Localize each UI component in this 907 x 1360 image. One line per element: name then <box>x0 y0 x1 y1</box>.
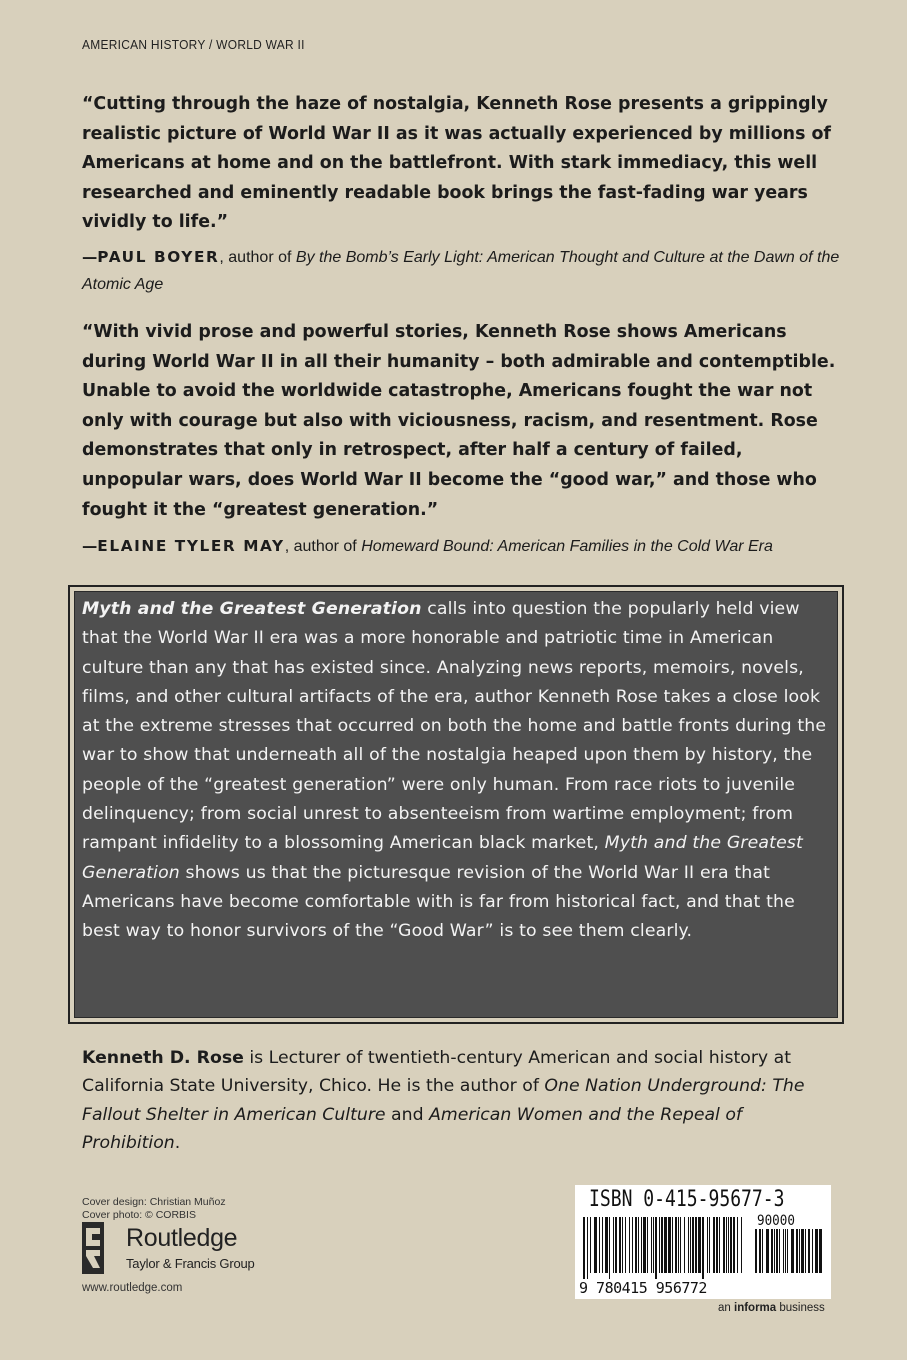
review-attribution-1 <box>82 244 842 298</box>
isbn-number: ISBN 0-415-95677-3 <box>589 1187 785 1212</box>
informa-colophon <box>718 1302 825 1314</box>
colophon-text: business <box>776 1302 825 1314</box>
addon-barcode-bars <box>753 1229 825 1279</box>
isbn-barcode <box>575 1185 831 1299</box>
ean-barcode-bars <box>581 1217 747 1279</box>
book-title: Myth and the Greatest Generation <box>82 833 803 883</box>
reviewer-book-title: By the Bomb’s Early Light: American Thought and Culture at the Dawn of the Atomic Age <box>82 249 840 293</box>
routledge-logo-icon <box>82 1222 104 1274</box>
description-text: shows us that the picturesque revision of the World War II era that Americans have become comfortable with is far from historical fact, and that the best way to honor survivors of the “Good War” is to see them clearly. <box>82 862 795 942</box>
book-description <box>82 595 832 947</box>
attribution-text: , author of <box>219 249 296 266</box>
informa-brand: informa <box>734 1302 777 1314</box>
ean-number: 9 780415 956772 <box>579 1279 707 1297</box>
review-quote-2: “With vivid prose and powerful stories, Kenneth Rose shows Americans during World War II in all their humanity – both admirable and contemptible. Unable to avoid the worldwide catastrophe, Americans fought the war not only with courage but also with viciousness, racism, and resentment. Rose demonstrates that only in retrospect, after half a century of failed, unpopular wars, does World War II become the “good war,” and those who fought it the “greatest generation.” <box>82 322 836 520</box>
category-label: AMERICAN HISTORY / WORLD WAR II <box>82 37 305 52</box>
description-text: calls into question the popularly held view that the World War II era was a more honorable and patriotic time in American culture than any that has existed since. Analyzing news reports, memoirs, novels, films, and other cultural artifacts of the era, author Kenneth Rose takes a close look at the extreme stresses that occurred on both the home and battle fronts during the war to show that underneath all of the nostalgia heaped upon them by history, the people of the “greatest generation” were only human. From race riots to juvenile delinquency; from social unrest to absenteeism from wartime employment; from rampant infidelity to a blossoming American black market, <box>82 599 827 854</box>
publisher-group: Taylor & Francis Group <box>126 1256 255 1271</box>
reviewer-name: PAUL BOYER <box>97 248 220 266</box>
cover-credits <box>82 1196 226 1221</box>
book-title: Myth and the Greatest Generation <box>82 599 422 619</box>
cover-photo-credit: Cover photo: © CORBIS <box>82 1208 196 1221</box>
cover-design-credit: Cover design: Christian Muñoz <box>82 1196 226 1208</box>
review-quote-1: “Cutting through the haze of nostalgia, Kenneth Rose presents a grippingly realistic picture of World War II as it was actually experienced by millions of Americans at home and on the battlefront. With stark immediacy, this well researched and eminently readable book brings the fast-fading war years vividly to life.” <box>82 94 831 233</box>
author-name: Kenneth D. Rose <box>82 1048 244 1068</box>
bio-text: and <box>385 1104 430 1125</box>
review-attribution-2 <box>82 533 842 560</box>
attribution-text: , author of <box>284 538 362 555</box>
author-book-title: American Women and the Repeal of Prohibition <box>82 1104 743 1154</box>
attribution-dash: — <box>82 248 98 266</box>
attribution-dash: — <box>82 537 98 555</box>
reviewer-name: ELAINE TYLER MAY <box>97 537 285 555</box>
colophon-text: an <box>718 1302 734 1314</box>
reviewer-book-title: Homeward Bound: American Families in the Cold War Era <box>361 538 773 555</box>
author-book-title: One Nation Underground: The Fallout Shelter in American Culture <box>82 1076 805 1125</box>
bio-text: . <box>174 1133 181 1154</box>
publisher-logo <box>82 1222 282 1276</box>
bio-text: is Lecturer of twentieth-century American and social history at California State University, Chico. He is the author of <box>82 1048 792 1097</box>
author-bio <box>82 1044 842 1158</box>
publisher-name: Routledge <box>126 1224 238 1252</box>
publisher-website: www.routledge.com <box>82 1282 183 1294</box>
price-code: 90000 <box>757 1213 795 1229</box>
